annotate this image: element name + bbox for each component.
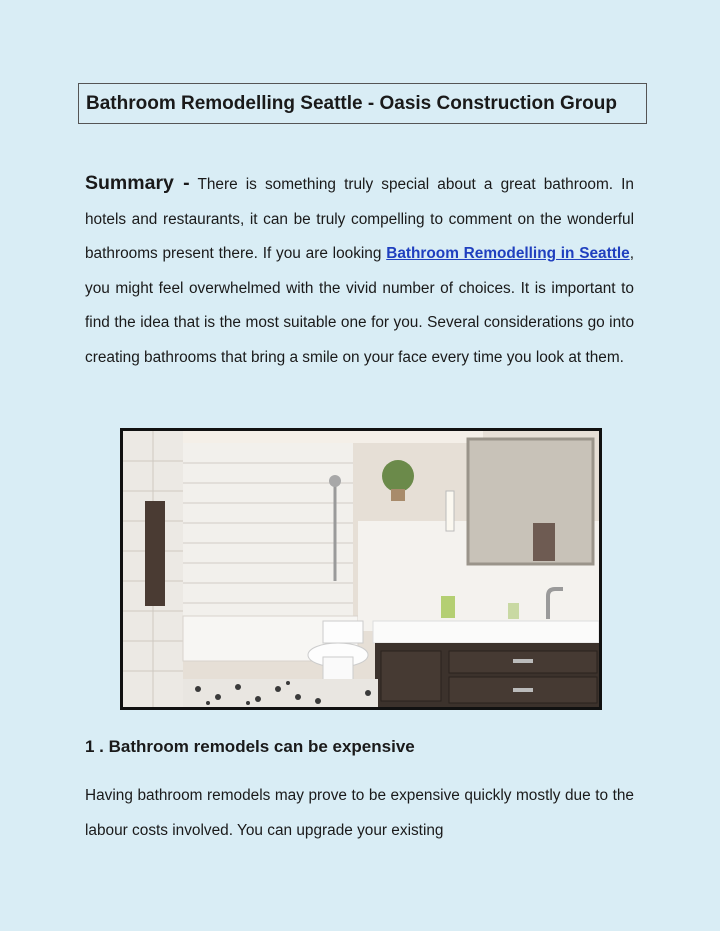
- document-title: Bathroom Remodelling Seattle - Oasis Construction Group: [78, 83, 647, 124]
- bathroom-photo: [120, 428, 602, 710]
- section-1-heading: 1 . Bathroom remodels can be expensive: [85, 737, 415, 756]
- summary-intro-text: There is something truly special about a great bathroom. In hotels and restaurants, it can be truly compelling to comment on the wonderful bathrooms present there. If you are looking: [85, 176, 634, 262]
- summary-paragraph: [85, 166, 634, 375]
- summary-rest-text: , you might feel overwhelmed with the vivid number of choices. It is important to find the idea that is the most suitable one for you. Several considerations go into creating bathrooms that bring a smile on your face every time you look at them.: [85, 245, 634, 366]
- bathroom-remodelling-link[interactable]: Bathroom Remodelling in Seattle: [386, 245, 630, 262]
- summary-heading: Summary -: [85, 172, 190, 194]
- section-1-paragraph: Having bathroom remodels may prove to be expensive quickly mostly due to the labour costs involved. You can upgrade your existing: [85, 787, 634, 839]
- bathroom-illustration: [123, 431, 599, 707]
